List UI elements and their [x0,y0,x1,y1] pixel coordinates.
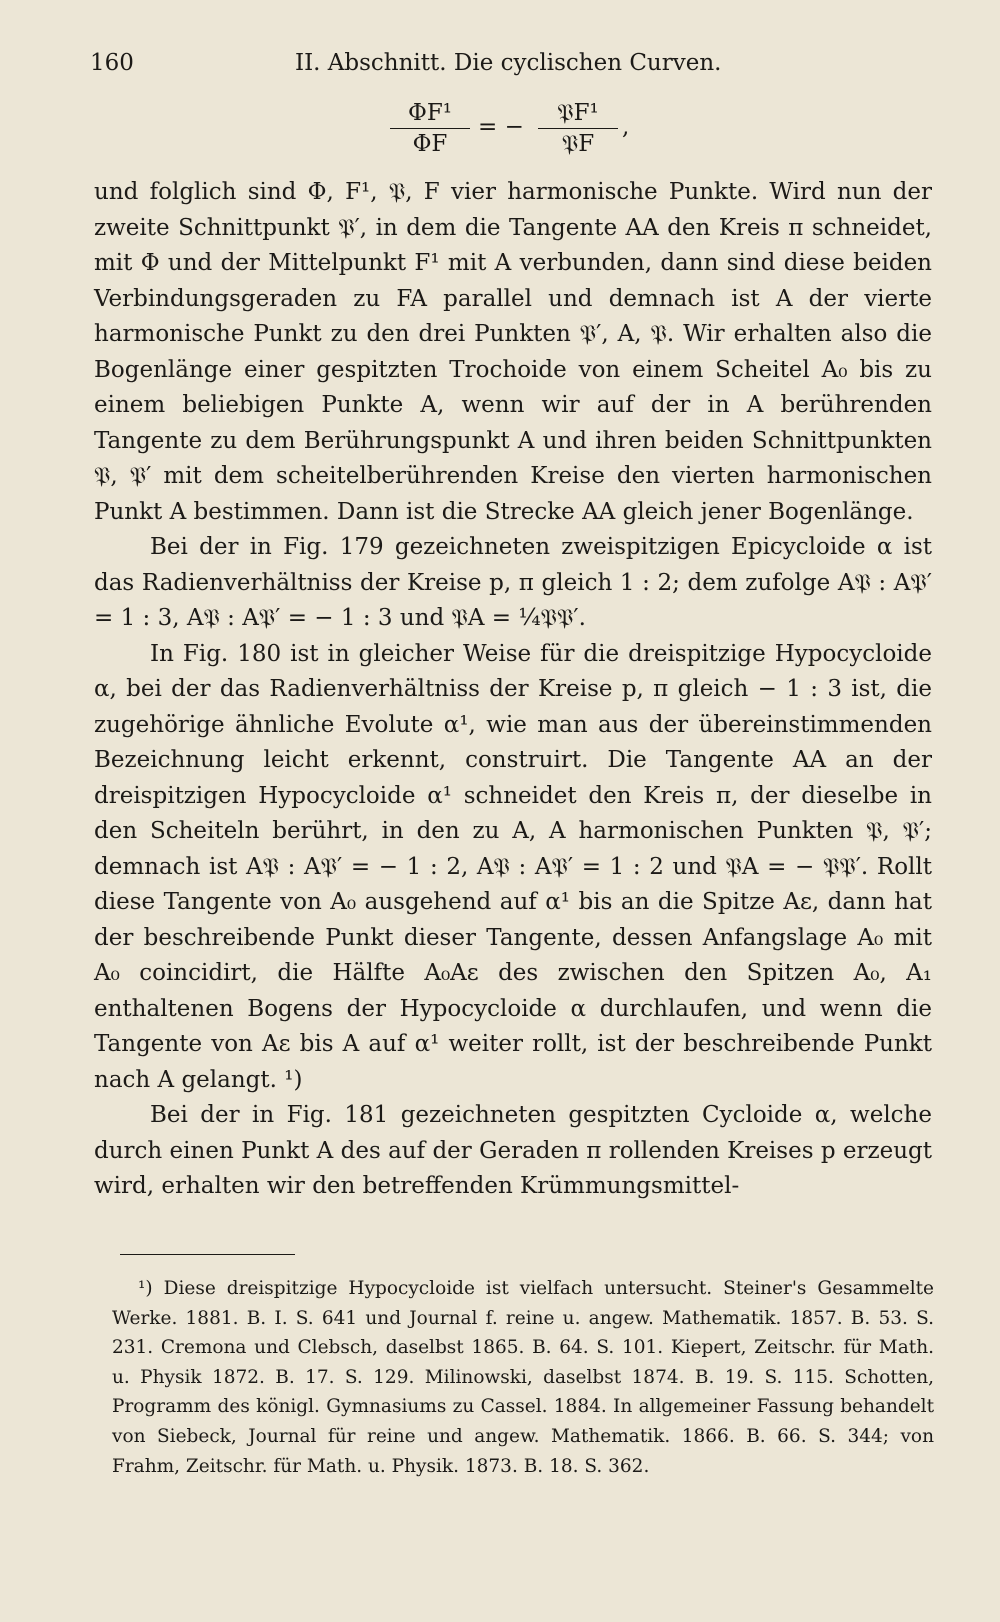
footnote: ¹) Diese dreispitzige Hypocycloide ist vielfach untersucht. Steiner's Gesammelte Werke. 1881. B. I. S. 641 und Journal f. reine u. angew. Mathematik. 1857. B. 53. S. 231. Cremona und Clebsch, daselbst 1865. B. 64. S. 101. Kiepert, Zeitschr. für Math. u. Physik 1872. B. 17. S. 129. Milinowski, daselbst 1874. B. 19. S. 115. Schotten, Programm des königl. Gymnasiums zu Cassel. 1884. In allgemeiner Fassung behandelt von Siebeck, Journal für reine und angew. Mathematik. 1866. B. 66. S. 344; von Frahm, Zeitschr. für Math. u. Physik. 1873. B. 18. S. 362. [112,1278,934,1477]
display-formula [360,98,720,164]
formula-left-denominator: ΦF [412,131,448,157]
formula-equals: = − [478,114,524,140]
page-number: 160 [90,50,134,76]
running-head: II. Abschnitt. Die cyclischen Curven. [295,50,722,76]
formula-comma: , [622,114,630,140]
formula-left-fraction [390,98,470,159]
paragraph-1: und folglich sind Φ, F¹, 𝔓, F vier harmonische Punkte. Wird nun der zweite Schnittpunkt 𝔓′, in dem die Tangente AA den Kreis π schneidet, mit Φ und der Mittelpunkt F¹ mit A verbunden, dann sind diese beiden Verbindungsgeraden zu FA parallel und demnach ist A der vierte harmonische Punkt zu den drei Punkten 𝔓′, A, 𝔓. Wir erhalten also die Bogenlänge einer gespitzten Trochoide von einem Scheitel A₀ bis zu einem beliebigen Punkte A, wenn wir auf der in A berührenden Tangente zu dem Berührungspunkt A und ihren beiden Schnittpunkten 𝔓, 𝔓′ mit dem scheitelberührenden Kreise den vierten harmonischen Punkt A bestimmen. Dann ist die Strecke AA gleich jener Bogenlänge. [94,179,932,525]
formula-right-numerator: 𝔓F¹ [538,98,618,129]
formula-right-fraction [538,98,618,159]
paragraph-3: In Fig. 180 ist in gleicher Weise für die dreispitzige Hypocycloide α, bei der das Radienverhältniss der Kreise p, π gleich − 1 : 3 ist, die zugehörige ähnliche Evolute α¹, wie man aus der übereinstimmenden Bezeichnung leicht erkennt, construirt. Die Tangente AA an der dreispitzigen Hypocycloide α¹ schneidet den Kreis π, der dieselbe in den Scheiteln berührt, in den zu A, A harmonischen Punkten 𝔓, 𝔓′; demnach ist A𝔓 : A𝔓′ = − 1 : 2, A𝔓 : A𝔓′ = 1 : 2 und 𝔓A = − 𝔓𝔓′. Rollt diese Tangente von A₀ ausgehend auf α¹ bis an die Spitze Aε, dann hat der beschreibende Punkt dieser Tangente, dessen Anfangslage A₀ mit A₀ coincidirt, die Hälfte A₀Aε des zwischen den Spitzen A₀, A₁ enthaltenen Bogens der Hypocycloide α durchlaufen, und wenn die Tangente von Aε bis A auf α¹ weiter rollt, ist der beschreibende Punkt nach A gelangt. ¹) [94,640,932,1093]
paragraph-4: Bei der in Fig. 181 gezeichneten gespitzten Cycloide α, welche durch einen Punkt A des auf der Geraden π rollenden Kreises p erzeugt wird, erhalten wir den betreffenden Krümmungsmittel- [94,1102,932,1199]
paragraph-2: Bei der in Fig. 179 gezeichneten zweispitzigen Epicycloide α ist das Radienverhältniss der Kreise p, π gleich 1 : 2; dem zufolge A𝔓 : A𝔓′ = 1 : 3, A𝔓 : A𝔓′ = − 1 : 3 und 𝔓A = ¼𝔓𝔓′. [94,534,932,631]
footnote-rule [120,1254,295,1255]
formula-left-numerator: ΦF¹ [390,98,470,129]
body-text [94,175,932,1205]
formula-right-denominator: 𝔓F [561,131,595,157]
